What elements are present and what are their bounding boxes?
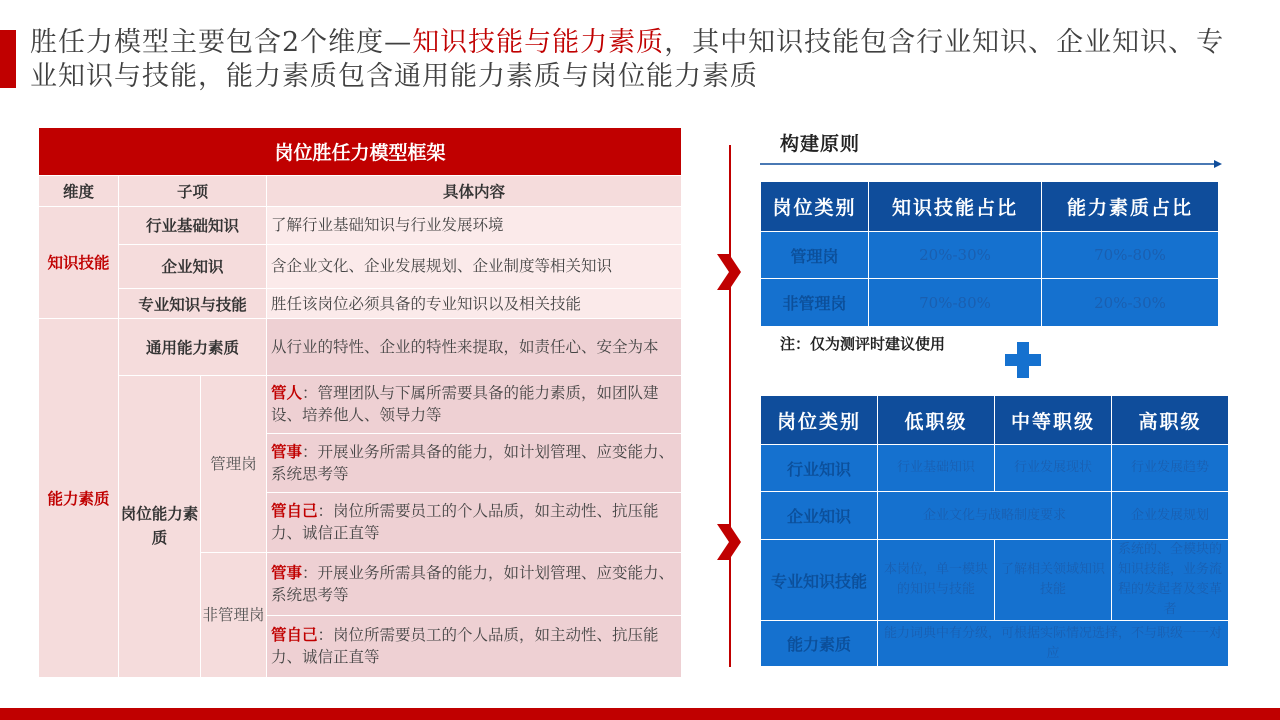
level-row-label: 专业知识技能 xyxy=(761,540,878,621)
table-row xyxy=(761,492,1229,540)
title-part1: 胜任力模型主要包含2个维度— xyxy=(30,27,413,58)
level-cell: 企业文化与战略制度要求 xyxy=(878,492,1112,540)
ratio-cell: 20%-30% xyxy=(869,232,1042,279)
ratio-cell: 70%-80% xyxy=(869,279,1042,327)
ratio-cell: 20%-30% xyxy=(1042,279,1219,327)
level-row-label: 能力素质 xyxy=(761,621,878,667)
subitem-position: 岗位能力素质 xyxy=(119,375,201,677)
col-header-content: 具体内容 xyxy=(267,176,682,206)
plus-icon xyxy=(1003,340,1043,380)
content-general: 从行业的特性、企业的特性来提取，如责任心、安全为本 xyxy=(267,319,682,375)
ratio-row-label: 管理岗 xyxy=(761,232,869,279)
competency-framework-table xyxy=(38,127,682,678)
principle-title: 构建原则 xyxy=(780,133,861,155)
level-table xyxy=(760,395,1229,667)
mgmt-position-label: 管理岗 xyxy=(201,375,267,552)
mgmt-affairs-key: 管事 xyxy=(271,441,303,461)
level-cell: 行业发展趋势 xyxy=(1112,445,1229,492)
ratio-table xyxy=(760,181,1219,327)
level-row-label: 企业知识 xyxy=(761,492,878,540)
arrow-right-icon xyxy=(760,160,1222,168)
level-header-high: 高职级 xyxy=(1112,396,1229,445)
subitem-general: 通用能力素质 xyxy=(119,319,267,375)
content-mgmt-people xyxy=(267,375,682,433)
level-row-label: 行业知识 xyxy=(761,445,878,492)
level-cell: 企业发展规划 xyxy=(1112,492,1229,540)
title-accent-bar xyxy=(0,30,16,88)
chevron-right-icon xyxy=(715,254,743,290)
level-cell: 系统的、全模块的知识技能，业务流程的发起者及变革者 xyxy=(1112,540,1229,621)
content-nonmgmt-affairs xyxy=(267,553,682,615)
content-mgmt-affairs xyxy=(267,434,682,492)
framework-table-header: 岗位胜任力模型框架 xyxy=(39,128,682,176)
title-highlight: 知识技能与能力素质 xyxy=(412,27,665,58)
table-row xyxy=(761,232,1219,279)
level-header-category: 岗位类别 xyxy=(761,396,878,445)
table-row xyxy=(761,279,1219,327)
mgmt-affairs-text: ：开展业务所需具备的能力，如计划管理、应变能力、系统思考等 xyxy=(271,442,675,483)
level-cell: 行业基础知识 xyxy=(878,445,995,492)
nonmgmt-self-text: ：岗位所需要员工的个人品质，如主动性、抗压能力、诚信正直等 xyxy=(271,626,659,667)
dimension-knowledge: 知识技能 xyxy=(39,206,119,319)
subitem-industry: 行业基础知识 xyxy=(119,206,267,244)
level-header-low: 低职级 xyxy=(878,396,995,445)
level-cell: 行业发展现状 xyxy=(995,445,1112,492)
col-header-dimension: 维度 xyxy=(39,176,119,206)
page-title xyxy=(30,26,1245,94)
subitem-enterprise: 企业知识 xyxy=(119,244,267,288)
ratio-row-label: 非管理岗 xyxy=(761,279,869,327)
mgmt-self-text: ：岗位所需要员工的个人品质，如主动性、抗压能力、诚信正直等 xyxy=(271,502,659,543)
level-header-mid: 中等职级 xyxy=(995,396,1112,445)
title-part2: ，其中知识技能包含行业知识、企业知识、专业知识与技能，能力素质包含通用能力素质与岗位能力素质 xyxy=(30,27,1225,92)
section-divider xyxy=(729,145,731,667)
table-row xyxy=(761,445,1229,492)
nonmgmt-affairs-key: 管事 xyxy=(271,562,303,582)
ratio-header-ability: 能力素质占比 xyxy=(1042,182,1219,232)
col-header-subitem: 子项 xyxy=(119,176,267,206)
table-row xyxy=(761,540,1229,621)
content-mgmt-self xyxy=(267,492,682,552)
content-enterprise: 含企业文化、企业发展规划、企业制度等相关知识 xyxy=(267,244,682,288)
table-row xyxy=(761,621,1229,667)
subitem-professional: 专业知识与技能 xyxy=(119,289,267,319)
mgmt-people-key: 管人 xyxy=(271,383,303,403)
nonmgmt-self-key: 管自己 xyxy=(271,625,318,645)
nonmgmt-affairs-text: ：开展业务所需具备的能力，如计划管理、应变能力、系统思考等 xyxy=(271,563,675,604)
level-cell: 了解相关领域知识技能 xyxy=(995,540,1112,621)
usage-note: 注：仅为测评时建议使用 xyxy=(780,335,946,353)
ratio-header-category: 岗位类别 xyxy=(761,182,869,232)
mgmt-self-key: 管自己 xyxy=(271,501,318,521)
mgmt-people-text: ：管理团队与下属所需要具备的能力素质，如团队建设、培养他人、领导力等 xyxy=(271,384,659,425)
content-nonmgmt-self xyxy=(267,615,682,678)
ratio-header-knowledge: 知识技能占比 xyxy=(869,182,1042,232)
chevron-right-icon xyxy=(715,524,743,560)
level-cell: 本岗位，单一模块的知识与技能 xyxy=(878,540,995,621)
bottom-accent-bar xyxy=(0,708,1280,720)
nonmgmt-position-label: 非管理岗 xyxy=(201,553,267,678)
content-professional: 胜任该岗位必须具备的专业知识以及相关技能 xyxy=(267,289,682,319)
dimension-ability: 能力素质 xyxy=(39,319,119,678)
level-cell: 能力词典中有分级，可根据实际情况选择，不与职级一一对应 xyxy=(878,621,1229,667)
content-industry: 了解行业基础知识与行业发展环境 xyxy=(267,206,682,244)
ratio-cell: 70%-80% xyxy=(1042,232,1219,279)
